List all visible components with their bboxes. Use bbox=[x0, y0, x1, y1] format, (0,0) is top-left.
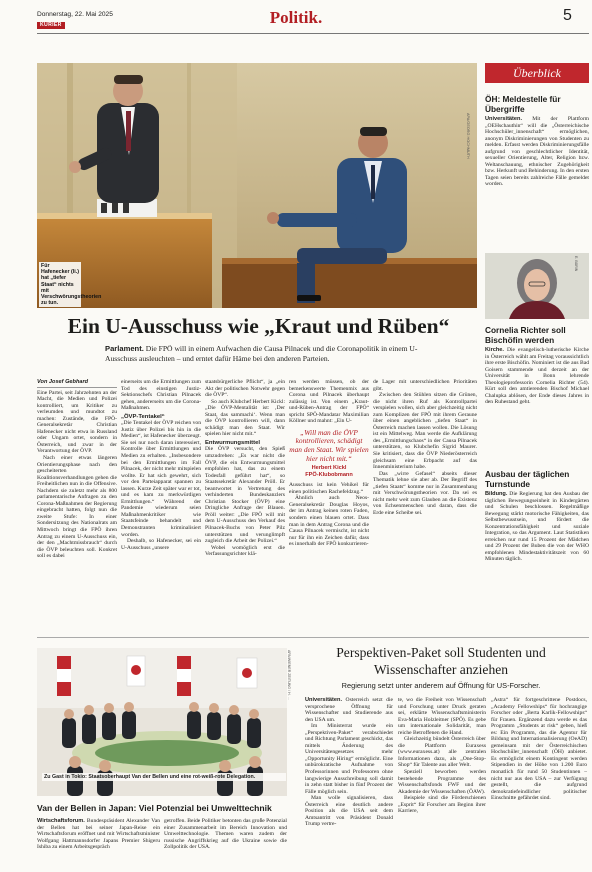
lead-col2-p3: Deshalb, so Hafenecker, sei ein U-Ausschuss „unsere bbox=[121, 538, 201, 551]
sidebar-photo-credit: E. BÄRIN bbox=[574, 256, 578, 272]
research-column-2 bbox=[398, 697, 486, 867]
lead-col3-p2: So auch Klubchef Herbert Kickl: „Die ÖVP-Mentalität ist: ‚Der Staat, das sammachi‘. Wenn man die ÖVP kontrollieren will, dann schädigt man den Staat. Wir spielen hier nicht mit.“ bbox=[205, 398, 285, 438]
research-col2-p3: Speziell beworben werden bestehende Programme des Wissenschaftsfonds FWF und der Akademie der Wissenschaften (ÖAW). bbox=[398, 769, 486, 795]
lead-col4-p2: Ausschuss ist kein Vehikel für einen politischen Rachefeldzug.“ bbox=[289, 482, 369, 495]
research-col1-p3: Man wolle signalisieren, dass Österreich eine deutlich andere Position als die USA seit dem Amtsantritt von Präsident Donald Trump vertre- bbox=[305, 795, 393, 828]
sidebar-band-label: Überblick bbox=[513, 66, 561, 80]
lead-col2-p1: einerseits um die Ermittlungen zum Tod des einstigen Justiz-Sektionschefs Christian Pilnacek gehen, andererseits um die Corona-Maßnahmen. bbox=[121, 379, 201, 412]
research-column-1 bbox=[305, 697, 393, 867]
sidebar-item-3-kicker: Bildung. bbox=[485, 491, 508, 497]
lead-col3-p1: staatsbürgerliche Pflicht“, ja „ein Akt der politischen Notwehr gegen die ÖVP“. bbox=[205, 379, 285, 399]
lead-col4-p3: Ähnlich auch Neos-Generalsekretär Douglas Hoyos, der im Antrag keinen roten Faden, sondern einen blauen ortet. Dass man in dem Antrag Corona und die Causa Pilnacek vermischt, ist nicht nur für ihn ein Zeichen dafür, dass es innerhalb der FPÖ konkurrieren- bbox=[289, 495, 369, 548]
sidebar-item-3-title: Ausbau der täglichen Turnstunde bbox=[485, 469, 570, 489]
page-number: 5 bbox=[563, 7, 572, 24]
lead-photo-caption: Für Hafenecker (li.) hat „tiefer Staat“ nichts mit Verschwörungstheorien zu tun. bbox=[41, 263, 102, 307]
research-headline: Perspektiven-Paket soll Studenten und Wissenschafter anziehen bbox=[336, 645, 546, 677]
brand-logo: KURIER bbox=[37, 22, 65, 29]
research-col1-p1-body: Österreich setzt die versprochene Öffnung für Wissenschafter und Studierende aus den USA um. bbox=[305, 697, 393, 723]
research-kicker: Universitäten. bbox=[305, 697, 342, 703]
sidebar-item-2-body: Die evangelisch-lutherische Kirche in Österreich wählt am Freitag voraussichtlich ihre erste Bischöfin. Nominiert ist die aus Bad Goisern stammende und derzeit an der Universität in Bonn lehrende Theologieprofessorin Cornelia Richter (54). Kürt soll den amtierenden Bischof Michael Chalupka ablösen, der Ende dieses Jahres in den Ruhestand geht. bbox=[485, 347, 589, 405]
lead-col2-subhead: „ÖVP-Tentakel“ bbox=[121, 413, 165, 420]
lead-column-1 bbox=[37, 379, 117, 622]
sidebar-item-2-title: Cornelia Richter soll Bischöfin werden bbox=[485, 325, 566, 345]
sidebar-item-2-text bbox=[485, 347, 589, 406]
research-col2-p2: Gleichzeitig bündelt Österreich über die Plattform Euraxess (www.euraxess.at) alle zentralen Informationen dazu, als „One-Stop-Shop“ für Talente aus aller Welt. bbox=[398, 736, 486, 769]
sidebar-item-1-kicker: Universitäten. bbox=[485, 116, 522, 122]
research-col1-p1 bbox=[305, 697, 393, 723]
lead-column-5 bbox=[373, 379, 477, 622]
lead-col1-p2: Nach einer etwas längeren Orientierungsphase nach den gescheiterten Koalitionsverhandlungen gehen die Freiheitlichen nun in die Offensive. Nachdem sie zuletzt mehr als 800 parlamentarische Anfragen zu den Corona-Maßnahmen der Regierung eingebracht hatten, folgt nun die zweite Stufe: In einer Sondersitzung des Nationalrats am Mittwoch bringt die FPÖ ihren Antrag zu einem U-Ausschuss ein, der den „Machtmissbrauch“ durch die ÖVP beleuchten soll. Konkret soll es dabei bbox=[37, 455, 117, 560]
lead-col5-p2: Zwischen den Stühlen sitzen die Grünen, die nicht ihren Ruf als Kontrollpartei verspielen wollen, sich aber gleichzeitig nicht zum Komplizen der FPÖ mit ihrem Geraune über einen angeblichen „tiefen Staat“ in Österreich machen lassen wollen. Die Lösung ist ein Mittelweg. Man werde die Aufklärung des „Ermittlungschaos“ in der Causa Pilnacek unterstützen, so Klubchefin Sigrid Maurer. Sie kritisiert, dass die ÖVP Niederösterreich gleichsam eine Erbpacht auf das Innenministerium habe. bbox=[373, 392, 477, 471]
sidebar-item-3-text bbox=[485, 491, 589, 563]
research-subhead: Regierung setzt unter anderem auf Öffnung für US-Forscher. bbox=[341, 681, 541, 690]
japan-column-2 bbox=[164, 818, 287, 866]
japan-col2-text: getroffen. Beide Politiker betonten das große Potenzial einer Zusammenarbeit im Bereich Innovation und Umwelttechnologie. Themen waren zudem der russische Angriffskrieg auf die Ukraine sowie die Zollpolitik der USA. bbox=[164, 818, 287, 851]
section-title: Politik. bbox=[269, 8, 323, 27]
japan-photo-caption: Zu Gast in Tokio: Staatsoberhaupt Van der Bellen und eine rot-weiß-rote Delegation. bbox=[42, 773, 286, 781]
japan-kicker: Wirtschaftsforum. bbox=[37, 818, 85, 824]
lead-column-3 bbox=[205, 379, 285, 622]
research-col1-p2: Im Ministerrat wurde ein „Perspektiven-Paket“ verabschiedet und Richtung Parlament geschickt, das mittels Änderung des Universitätengesetzes mehr „Opportunity Hiring“ ermöglicht. Eine unbürokratische Aufnahme von Professorinnen und Professoren ohne langwierige Ausschreibung soll damit in zehn statt bisher in fünf Prozent der Fälle möglich sein. bbox=[305, 723, 393, 795]
pull-quote-role: FPÖ-Klubobmann bbox=[305, 471, 353, 478]
lead-author: Von Josef Gebhard bbox=[37, 379, 117, 388]
japan-col1-text bbox=[37, 818, 160, 851]
sidebar-item-2-kicker: Kirche. bbox=[485, 347, 504, 353]
lead-photo bbox=[37, 63, 477, 308]
pull-quote-name: Herbert Kickl bbox=[311, 465, 347, 472]
lead-col3-subhead: Entwurmungsmittel bbox=[205, 439, 260, 446]
lead-photo-credit: APA/GEORG HOCHMUTH bbox=[466, 113, 470, 159]
sidebar-item-2 bbox=[485, 325, 589, 406]
research-col2-p1: te, wo die Freiheit von Wissenschaft und Forschung unter Druck geraten sei, erklärte Wissenschaftsministerin Eva-Maria Holzleitner (SPÖ). Es gebe um internationale Solidarität, man reiche Betroffenen die Hand. bbox=[398, 697, 486, 736]
pull-quote-text: „Will man die ÖVP kontrollieren, schädigt man den Staat. Wir spielen hier nicht mit.“ bbox=[289, 427, 369, 463]
sidebar-item-1 bbox=[485, 94, 589, 188]
sidebar-item-1-body: Mit der Plattform „OEHschauthin“ will die „Österreichische Hochschüler_innenschaft“ ermöglichen, anonym Diskriminierungen von Studenten zu melden. Erfasst werden Diskriminierungsfälle aufgrund von geschlechtlicher Identität, sexueller Orientierung, Alter, Religion bzw. Weltanschauung, ethnischer Zugehörigkeit bzw. Herkunft und Behinderung. In den ersten Tagen seien bereits zahlreiche Fälle gemeldet worden. bbox=[485, 116, 589, 187]
research-column-3 bbox=[491, 697, 587, 867]
japan-headline: Van der Bellen in Japan: Viel Potenzial bei Umwelttechnik bbox=[37, 803, 272, 813]
lead-col2-p2: „Die Tentakel der ÖVP reichen von Justiz über Polizei bis hin in die Medien“, ist Hafenecker überzeugt. Sie sei nur noch daran interessiert, Kontrolle über Ermittlungen und Medien zu erhalten. „Insbesondere bei den Ermittlungen im Fall Pilnacek, der nicht mehr mitspielen wollte. Er hat sich gewehrt, sich vor den Parteiapparat spannen zu lassen. Kurze Zeit später war er tot, und es kam zu merkwürdigen Ermittlungen.“ Während der Pandemie wiederum seien Maßnahmenkritiker wie Staatsfeinde behandelt und Demonstranten kriminalisiert worden. bbox=[121, 420, 201, 538]
pull-quote bbox=[289, 429, 369, 478]
research-col3-p1: „Astra“ für fortgeschrittene Postdocs, „Academy Fellowships“ für hochrangige Forscher oder „Berta Karlik-Fellowships“ für Frauen. Ergänzend dazu werde es das Programm „Students at risk“ geben, hieß es: Ein Programm, das die Agentur für Bildung und Internationalisierung (OeAD) gemeinsam mit der Österreichischen Hochschüler_innenschaft (ÖH) anbietet. Es ermöglicht einem Kontingent werden Stipendien in der Höhe von 1.200 Euro monatlich für rund 50 Studentinnen – nicht nur aus den USA – zur Verfügung gestellt, die aufgrund demokratiefeindlicher politischer Einschnitte gefährdet sind. bbox=[491, 697, 587, 802]
lead-column-2 bbox=[121, 379, 201, 622]
lead-col5-p3: Das „wirre Gefasel“ abseits dieser Thematik lehne sie aber ab. Der Begriff des „tiefen Staats“ komme nur in Zusammenhang mit Verschwörungstheorien vor. Da sei es nicht mehr weit zum Glauben an die Existenz von Echsenmenschen und daran, dass die Erde eine Scheibe sei. bbox=[373, 470, 477, 516]
lead-col3-p3: Die ÖVP versucht, den Spieß umzudrehen: „Es war nicht die ÖVP, die ein Entwurmungsmittel empfohlen hat, das zu einem Todesfall geführt hat“, so Staatssekretär Alexander Pröll. Er beantwortet in Vertretung des verhinderten Bundeskanzlers Christian Stocker (ÖVP) eine Dringliche Anfrage der Blauen. Pröll weiter: „Die FPÖ will mit dem U-Ausschuss den Verkauf des Pilnacek-Buchs von Peter Pilz unterstützen und verunglimpft zugleich die Arbeit der Polizei.“ bbox=[205, 446, 285, 545]
sidebar-item-1-text bbox=[485, 116, 589, 188]
japan-column-1 bbox=[37, 818, 160, 866]
lead-col5-p1: de Lager mit unterschiedlichen Prioritäten gibt. bbox=[373, 379, 477, 392]
lead-subhead-kicker: Parlament. bbox=[105, 344, 144, 353]
lead-col4-p1: ren werden müssen, ob der bemerkenswerte Themenmix aus Corona und Pilnacek überhaupt zulässig ist. Von einem „Kraut-und-Rüben-Antrag der FPÖ“ spricht SPÖ-Mandatar Maximilian Köllner und mahnt: „Ein U- bbox=[289, 379, 369, 425]
sidebar-item-1-title: ÖH: Meldestelle für Übergriffe bbox=[485, 94, 561, 114]
lead-col1-p1: Eine Partei, seit Jahrzehnten an der Macht, die Medien und Polizei kontrolliert, um Kritiker zu verleumden und mundtot zu machen: Zustände, die FPÖ-Generalsekretär Christian Hafenecker nicht etwa in Russland oder Ungarn ortet, sondern in Österreich, und zwar in der Verantwortung der ÖVP. bbox=[37, 389, 117, 455]
lead-headline: Ein U-Ausschuss wie „Kraut und Rüben“ bbox=[67, 314, 450, 338]
lead-subhead bbox=[105, 344, 445, 364]
header-rule bbox=[37, 33, 589, 34]
lead-col3-p4: Wobei womöglich erst die Verfassungsrichter klä- bbox=[205, 544, 285, 558]
japan-photo-credit: APA/WIENER ZEITUNG / H. ... bbox=[287, 650, 291, 700]
research-col2-p4: Beispiele sind die Förderschienen „Esprit“ für Forscher am Beginn ihrer Karriere, bbox=[398, 795, 486, 815]
sidebar-item-3-body: Die Regierung hat den Ausbau der täglichen Bewegungseinheit in Kindergärten und Schulen beschlossen. Regelmäßige Bewegung stärkt motorische Fähigkeiten, das Selbstbewusstsein, und fördert die Konzentrationsfähigkeit und soziale Integration, so das Argument. Laut Statistiken erreichen nur rund 15 Prozent der Mädchen und 29 Prozent der Buben die von der WHO empfohlenen Mindestaktivitätszeit von 60 Minuten täglich. bbox=[485, 491, 589, 562]
section-divider bbox=[37, 637, 589, 638]
sidebar-item-3 bbox=[485, 469, 589, 563]
lead-subhead-text: Die FPÖ will in einem Aufwachen die Causa Pilnacek und die Coronapolitik in einem U-Ausschuss ausleuchten – und erntet dafür Häme bei den anderen Parteien. bbox=[105, 344, 418, 363]
header-date: Donnerstag, 22. Mai 2025 bbox=[37, 11, 113, 18]
lead-column-4 bbox=[289, 379, 369, 622]
japan-col1-body: Bundespräsident Alexander Van der Bellen hat bei seiner Japan-Reise ein Wirtschaftsforum eröffnet und mit Wirtschaftsminister Wolfgang Hattmannsdorfer Japans Premier Shigeru Ishiba zu einem Arbeitsgespräch bbox=[37, 818, 160, 851]
